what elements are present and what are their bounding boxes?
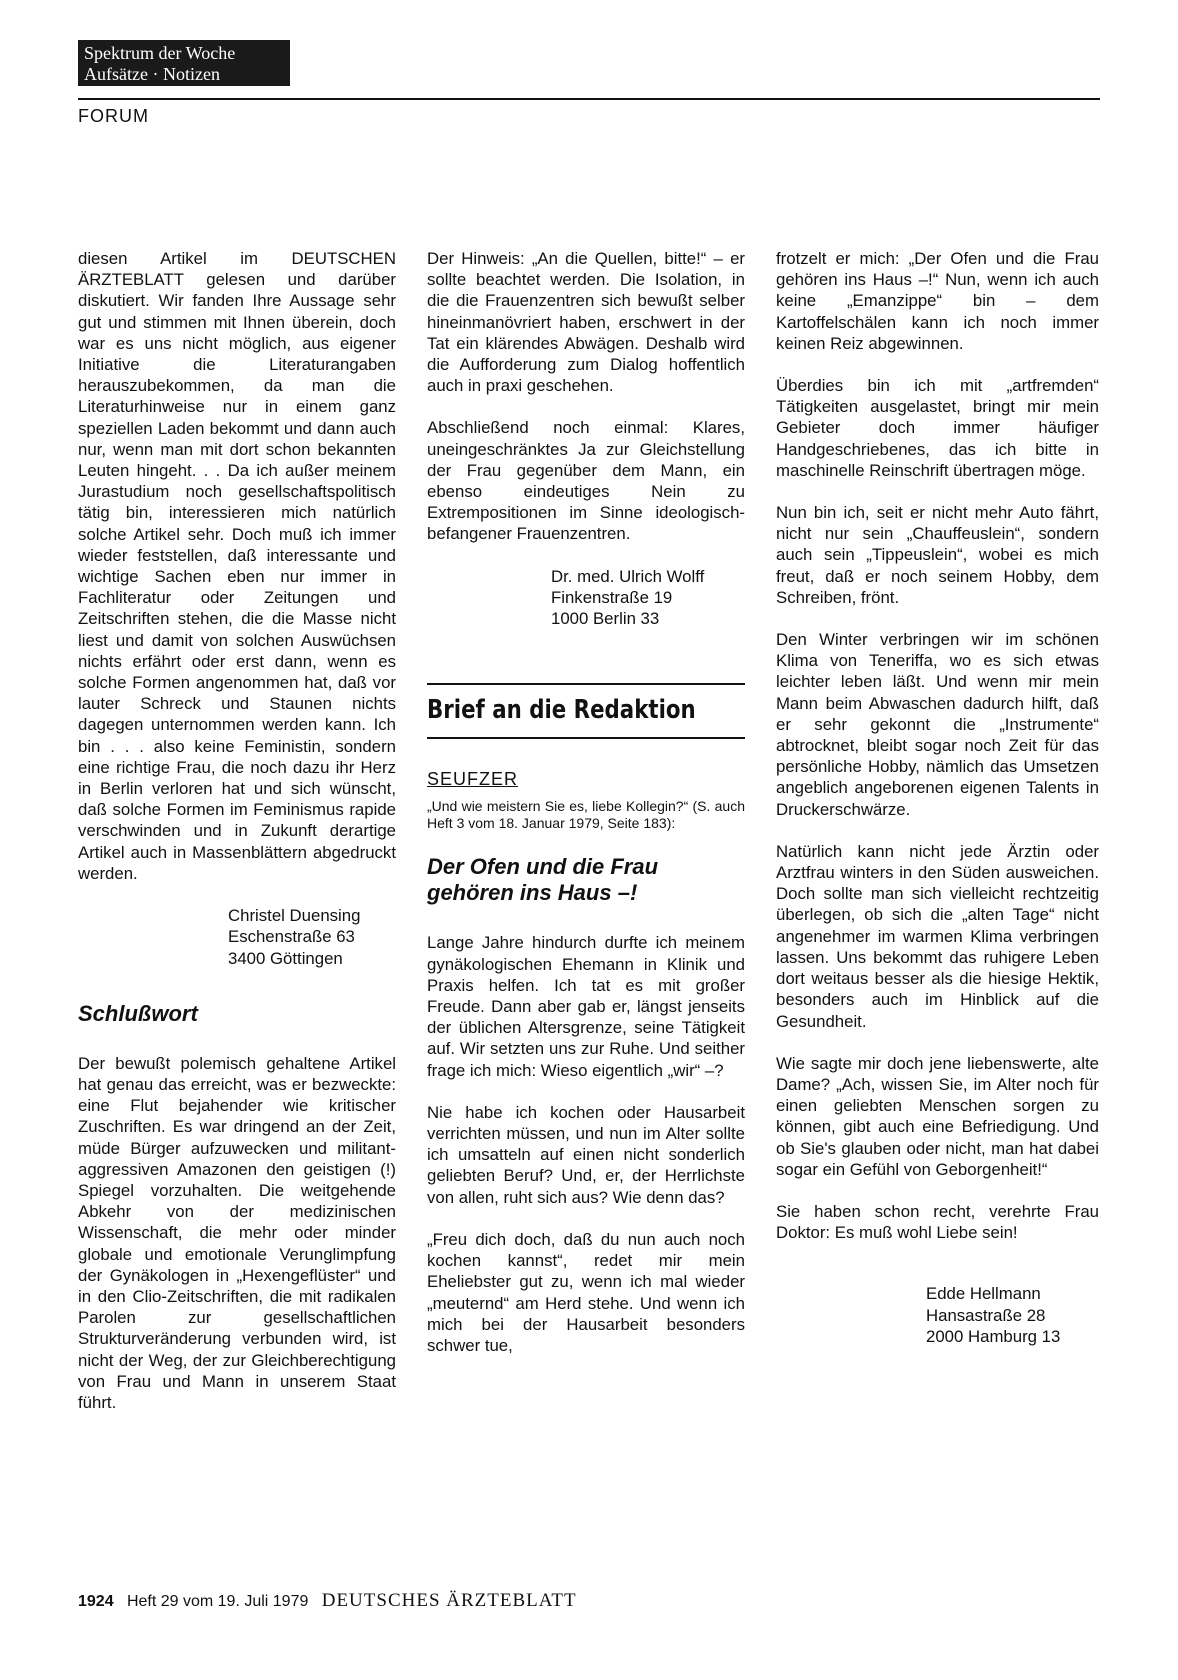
letter-paragraph: Der bewußt polemisch gehaltene Artikel hat genau das erreicht, was er bezweckte: eine Flut bejahender wie kritischer Zuschriften. Es war dringend an der Zeit, müde Bürger aufzuwecken und militant-aggressiven Amazonen den geistigen (!) Spiegel vorzuhalten. Die weitgehende Abkehr von der medizinischen Wissenschaft, die mehr oder minder globale und emotionale Verunglimpfung der Gynäkologen in „Hexengeflüster“ und in den Clio-Zeitschriften, die mit radikalen Parolen zur gesellschaftlichen Strukturveränderung verbunden wird, ist nicht der Weg, der zur Gleichberechtigung von Frau und Mann in unserem Staat führt. bbox=[78, 1053, 396, 1412]
header-rule bbox=[78, 98, 1100, 100]
letter-paragraph: diesen Artikel im DEUTSCHEN ÄRZTEBLATT gelesen und darüber diskutiert. Wir fanden Ihre Aussage sehr gut und stimmen mit Ihnen überein, doch war es uns nicht möglich, aus eigener Initiative die Literaturangaben herauszubekommen, da man die Literaturhinweise nur in einem ganz speziellen Laden bekommt und dann auch nur, wenn man mit dort schon bekannten Leuten hingeht. . . Da ich außer meinem Jurastudium noch gesellschaftspolitisch tätig bin, interessieren mich natürlich solche Artikel sehr. Doch muß ich immer wieder feststellen, daß interessante und wichtige Sachen eben nur immer in Fachliteratur oder Zeitungen und Zeitschriften stehen, die die Masse nicht liest und damit von solchen Auswüchsen nichts erfährt oder erst dann, wenn es solche Formen angenommen hat, daß vor lauter Schreck und Staunen nichts dagegen unternommen werden kann. Ich bin . . . also keine Feministin, sondern eine richtige Frau, die noch dazu ihr Herz in Berlin verloren hat und sich wünscht, daß solche Formen im Feminismus rapide verschwinden und in Zukunft derartige Artikel auch in Massenblättern abgedruckt werden. bbox=[78, 249, 396, 883]
kicker: SEUFZER bbox=[427, 769, 519, 790]
signature-block bbox=[228, 905, 396, 969]
section-label-box bbox=[78, 40, 290, 86]
letter-paragraph: Wie sagte mir doch jene liebenswerte, alte Dame? „Ach, wissen Sie, im Alter noch für einen geliebten Menschen sorgen zu können, gibt auch eine Befriedigung. Und ob Sie's glauben oder nicht, man hat dabei sogar ein Gefühl von Geborgenheit!“ bbox=[776, 1053, 1099, 1179]
column-2 bbox=[427, 248, 745, 1377]
signature-street: Eschenstraße 63 bbox=[228, 927, 355, 947]
section-label-line1: Spektrum der Woche bbox=[84, 43, 236, 63]
signature-street: Hansastraße 28 bbox=[926, 1305, 1046, 1325]
signature-name: Christel Duensing bbox=[228, 906, 361, 926]
intro-text: „Und wie meistern Sie es, liebe Kollegin?“ (S. auch Heft 3 vom 18. Januar 1979, Seite 183): bbox=[427, 798, 745, 832]
letter-paragraph: frotzelt er mich: „Der Ofen und die Frau gehören ins Haus –!“ Nun, wenn ich auch keine „Emanzippe“ bin – dem Kartoffelschälen kann ich noch immer keinen Reiz abgewinnen. bbox=[776, 249, 1099, 353]
letter-paragraph: Sie haben schon recht, verehrte Frau Doktor: Es muß wohl Liebe sein! bbox=[776, 1201, 1099, 1243]
section-title: Brief an die Redaktion bbox=[427, 695, 696, 726]
signature-block bbox=[926, 1283, 1099, 1347]
signature-block bbox=[551, 566, 745, 630]
signature-street: Finkenstraße 19 bbox=[551, 587, 673, 607]
letter-paragraph: Abschließend noch einmal: Klares, uneingeschränktes Ja zur Gleichstellung der Frau gegenüber dem Mann, ein ebenso eindeutiges Nein zu Extrempositionen im Sinne ideologisch-befangener Frauenzentren. bbox=[427, 418, 745, 544]
section-label-line2: Aufsätze · Notizen bbox=[84, 64, 220, 84]
letter-paragraph: Nie habe ich kochen oder Hausarbeit verrichten müssen, und nun im Alter sollte ich umsatteln auf einen nicht sonderlich geliebten Beruf? Und, er, der Herrlichste von allen, ruht sich aus? Wie denn das? bbox=[427, 1102, 745, 1207]
issue-info: Heft 29 vom 19. Juli 1979 bbox=[126, 1593, 309, 1610]
forum-label: FORUM bbox=[78, 106, 149, 126]
signature-name: Dr. med. Ulrich Wolff bbox=[551, 566, 705, 586]
letter-paragraph: Den Winter verbringen wir im schönen Klima von Teneriffa, wo es sich etwas leichter leben läßt. Und wenn mir mein Mann beim Abwaschen dadurch hilft, daß er sehr gekonnt die „Instrumente“ abtrocknet, bleibt sogar noch Zeit für das persönliche Hobby, nämlich das Umsetzen angeblich angeborenen eigenen Talents in Druckerschwärze. bbox=[776, 630, 1099, 819]
letter-paragraph: Natürlich kann nicht jede Ärztin oder Arztfrau winters in den Süden ausweichen. Doch sollte man sich vielleicht rechtzeitig überlegen, ob sich die „alten Tage“ nicht angenehmer im warmen Klima verbringen lassen. Uns bekommt das ruhigere Leben dort weitaus besser als die hiesige Hektik, besonders auch im Hinblick auf die Gesundheit. bbox=[776, 841, 1099, 1031]
signature-city: 3400 Göttingen bbox=[228, 948, 343, 968]
heading-schlusswort: Schlußwort bbox=[78, 1000, 198, 1026]
magazine-name: DEUTSCHES ÄRZTEBLATT bbox=[321, 1590, 577, 1611]
heading-ofen: Der Ofen und die Frau gehören ins Haus –! bbox=[427, 854, 659, 906]
page-number: 1924 bbox=[78, 1593, 114, 1610]
signature-city: 2000 Hamburg 13 bbox=[926, 1326, 1061, 1346]
section-rule-bottom bbox=[427, 737, 745, 739]
page-footer bbox=[78, 1590, 577, 1612]
section-rule-top bbox=[427, 683, 745, 685]
column-1 bbox=[78, 248, 396, 1434]
letter-paragraph: Überdies bin ich mit „artfremden“ Tätigkeiten ausgelastet, bringt mir mein Gebieter doch immer häufiger Handgeschriebenes, das ich bitte in maschinelle Reinschrift übertragen möge. bbox=[776, 376, 1099, 480]
letter-paragraph: Nun bin ich, seit er nicht mehr Auto fährt, nicht nur sein „Chauffeuslein“, sondern auch sein „Tippeuslein“, wobei es mich freut, daß er noch seinem Hobby, dem Schreiben, frönt. bbox=[776, 503, 1099, 607]
letter-paragraph: „Freu dich doch, daß du nun auch noch kochen kannst“, redet mir mein Eheliebster gut zu, wenn ich mal wieder „meuternd“ am Herd stehe. Und wenn ich mich bei der Hausarbeit besonders schwer tue, bbox=[427, 1229, 745, 1355]
letter-paragraph: Lange Jahre hindurch durfte ich meinem gynäkologischen Ehemann in Klinik und Praxis helfen. Ich tat es mit großer Freude. Dann aber gab er, längst jenseits der üblichen Altersgrenze, seine Tätigkeit auf. Wir setzten uns zur Ruhe. Und seither frage ich mich: Wieso eigentlich „wir“ –? bbox=[427, 933, 745, 1080]
signature-city: 1000 Berlin 33 bbox=[551, 609, 660, 629]
column-3 bbox=[776, 248, 1099, 1368]
letter-paragraph: Der Hinweis: „An die Quellen, bitte!“ – er sollte beachtet werden. Die Isolation, in die die Frauenzentren sich bewußt selber hineinmanövriert haben, erschwert in der Tat ein klärendes Abwägen. Deshalb wird die Aufforderung zum Dialog hoffentlich auch in praxi geschehen. bbox=[427, 249, 745, 396]
signature-name: Edde Hellmann bbox=[926, 1284, 1041, 1304]
